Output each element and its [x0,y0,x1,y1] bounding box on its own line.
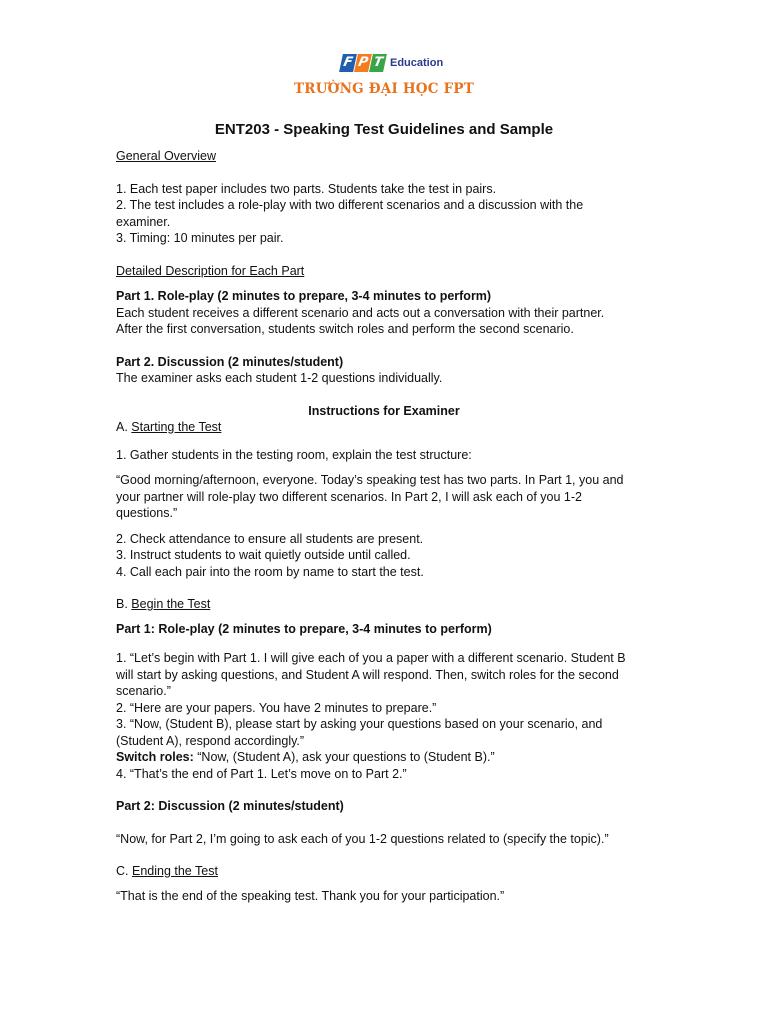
logo-letter-f: F [339,54,357,72]
section-b-prefix: B. [116,597,132,611]
b-part1-line: 4. “That’s the end of Part 1. Let’s move on to Part 2.” [116,766,407,781]
section-a-step: 1. Gather students in the testing room, explain the test structure: [116,447,472,462]
document-body [116,146,676,904]
part1-title: Part 1. Role-play (2 minutes to prepare, 3-4 minutes to perform) [116,289,492,303]
overview-item: 3. Timing: 10 minutes per pair. [116,231,284,245]
b-part2-title: Part 2: Discussion (2 minutes/student) [116,799,344,813]
part1-line: Each student receives a different scenario and acts out a conversation with their partner. [116,305,605,320]
section-b-heading [116,596,676,613]
school-name: TRƯỜNG ĐẠI HỌC FPT [294,81,474,97]
section-a-step: 3. Instruct students to wait quietly outside until called. [116,548,411,562]
details-heading: Detailed Description for Each Part [116,263,305,278]
section-c-prefix: C. [116,864,132,878]
overview-heading: General Overview [116,149,217,163]
b-part1-line: (Student A), respond accordingly.” [116,733,305,748]
part2-line: The examiner asks each student 1-2 questions individually. [116,371,443,385]
section-c-title: Ending the Test [131,864,218,878]
logo-letter-p: P [354,54,372,72]
b-part1-line: scenario.” [116,684,171,698]
part2-title: Part 2. Discussion (2 minutes/student) [116,354,344,369]
greeting-quote: questions.” [116,506,178,520]
b-part2-line: “Now, for Part 2, I’m going to ask each of you 1-2 questions related to (specify the topic).” [116,831,609,846]
section-a-heading [116,419,676,436]
part1-line: After the first conversation, students switch roles and perform the second scenario. [116,322,574,336]
b-part1-line: 1. “Let’s begin with Part 1. I will give each of you a paper with a different scenario. Student B [116,651,626,665]
overview-item: 2. The test includes a role-play with two different scenarios and a discussion with the [116,198,584,212]
section-a-prefix: A. [116,420,132,434]
section-a-title: Starting the Test [131,420,222,434]
b-part1-line: 3. “Now, (Student B), please start by asking your questions based on your scenario, and [116,717,603,731]
b-part1-line: 2. “Here are your papers. You have 2 minutes to prepare.” [116,700,437,715]
section-a-step: 2. Check attendance to ensure all students are present. [116,531,424,546]
section-c-line: “That is the end of the speaking test. Thank you for your participation.” [116,888,505,903]
section-b-title: Begin the Test [131,597,211,611]
greeting-quote: “Good morning/afternoon, everyone. Today’s speaking test has two parts. In Part 1, you and [116,473,624,487]
document-title: ENT203 - Speaking Test Guidelines and Sample [214,121,554,138]
overview-item: 1. Each test paper includes two parts. Students take the test in pairs. [116,181,497,196]
switch-roles-line [116,749,676,766]
b-part1-title: Part 1: Role-play (2 minutes to prepare, 3-4 minutes to perform) [116,621,492,636]
logo-letter-t: T [369,54,387,72]
fpt-logo [0,54,768,76]
section-a-step: 4. Call each pair into the room by name to start the test. [116,564,424,579]
b-part1-line: will start by asking questions, and Student A will respond. Then, switch roles for the second [116,667,619,682]
fpt-logo-mark [341,54,385,76]
switch-roles-label: Switch roles: [116,750,194,764]
greeting-quote: your partner will role-play two different scenarios. In Part 2, I will ask each of you 1-2 [116,489,582,504]
logo-word: Education [390,57,444,69]
overview-item: examiner. [116,214,171,229]
instructions-heading: Instructions for Examiner [308,403,460,418]
switch-roles-text: “Now, (Student A), ask your questions to (Student B).” [193,750,495,764]
section-c-heading [116,863,676,880]
